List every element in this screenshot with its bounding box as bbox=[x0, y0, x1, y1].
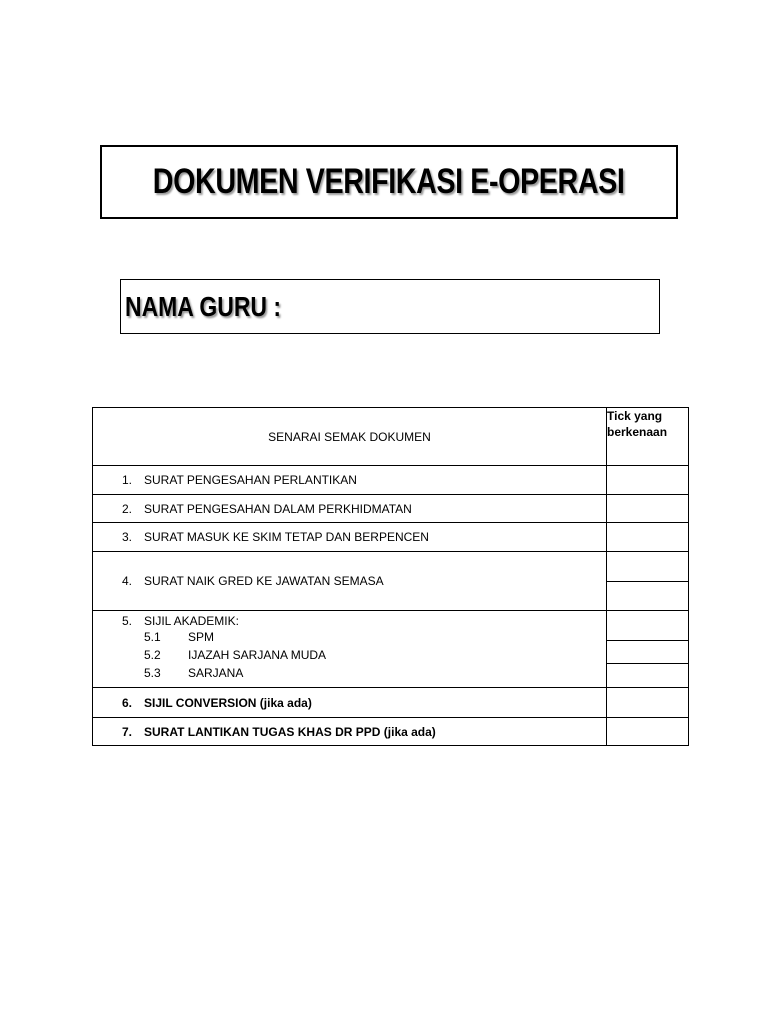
checklist-header: SENARAI SEMAK DOKUMEN bbox=[93, 408, 607, 466]
sub-item-text: IJAZAH SARJANA MUDA bbox=[188, 648, 327, 662]
sub-item-number: 5.3 bbox=[144, 666, 161, 680]
tick-box-divider bbox=[607, 581, 688, 582]
item-text: SIJIL CONVERSION (jika ada) bbox=[144, 695, 312, 710]
item-number: 5. bbox=[122, 614, 133, 628]
sub-item-text: SPM bbox=[188, 630, 215, 644]
table-row bbox=[93, 718, 689, 746]
sub-item-text: SARJANA bbox=[188, 666, 244, 680]
table-row bbox=[93, 523, 689, 552]
table-row bbox=[93, 688, 689, 718]
teacher-name-label: NAMA GURU : bbox=[125, 290, 282, 322]
tick-box-group[interactable] bbox=[607, 552, 689, 611]
table-header-row bbox=[93, 408, 689, 466]
item-text: SURAT NAIK GRED KE JAWATAN SEMASA bbox=[144, 574, 384, 588]
sub-item-number: 5.2 bbox=[144, 648, 161, 662]
sub-item bbox=[93, 646, 606, 664]
item-cell bbox=[93, 552, 607, 611]
item-text: SIJIL AKADEMIK: bbox=[144, 614, 239, 628]
item-cell bbox=[93, 688, 607, 718]
item-number: 7. bbox=[122, 724, 133, 739]
item-cell bbox=[93, 611, 607, 688]
tick-box-group[interactable] bbox=[607, 611, 689, 688]
tick-box[interactable] bbox=[607, 718, 689, 746]
table-row bbox=[93, 552, 689, 611]
tick-box[interactable] bbox=[607, 466, 689, 495]
sub-item bbox=[93, 628, 606, 646]
title-box bbox=[100, 145, 678, 219]
item-cell bbox=[93, 523, 607, 552]
item-cell bbox=[93, 718, 607, 746]
item-number: 4. bbox=[122, 574, 133, 588]
sub-item-number: 5.1 bbox=[144, 630, 161, 644]
teacher-name-field[interactable] bbox=[120, 279, 660, 334]
table-row bbox=[93, 495, 689, 523]
tick-box[interactable] bbox=[607, 688, 689, 718]
item-text: SURAT PENGESAHAN PERLANTIKAN bbox=[144, 473, 357, 487]
item-number: 2. bbox=[122, 501, 133, 516]
item-cell bbox=[93, 495, 607, 523]
sub-item bbox=[93, 664, 606, 682]
table-row bbox=[93, 611, 689, 688]
item-number: 1. bbox=[122, 473, 133, 487]
tick-header-line2: berkenaan bbox=[607, 425, 668, 439]
tick-box[interactable] bbox=[607, 495, 689, 523]
document-checklist-table bbox=[92, 407, 689, 746]
item-number: 3. bbox=[122, 530, 133, 544]
item-cell bbox=[93, 466, 607, 495]
document-title: DOKUMEN VERIFIKASI E-OPERASI bbox=[153, 162, 625, 201]
tick-header-line1: Tick yang bbox=[607, 409, 663, 423]
tick-box-divider bbox=[607, 663, 688, 664]
item-number: 6. bbox=[122, 695, 133, 710]
tick-column-header bbox=[607, 408, 689, 466]
item-text: SURAT LANTIKAN TUGAS KHAS DR PPD (jika ada) bbox=[144, 724, 436, 739]
table-row bbox=[93, 466, 689, 495]
tick-box[interactable] bbox=[607, 523, 689, 552]
tick-box-divider bbox=[607, 640, 688, 641]
item-text: SURAT PENGESAHAN DALAM PERKHIDMATAN bbox=[144, 501, 412, 516]
item-text: SURAT MASUK KE SKIM TETAP DAN BERPENCEN bbox=[144, 530, 429, 544]
